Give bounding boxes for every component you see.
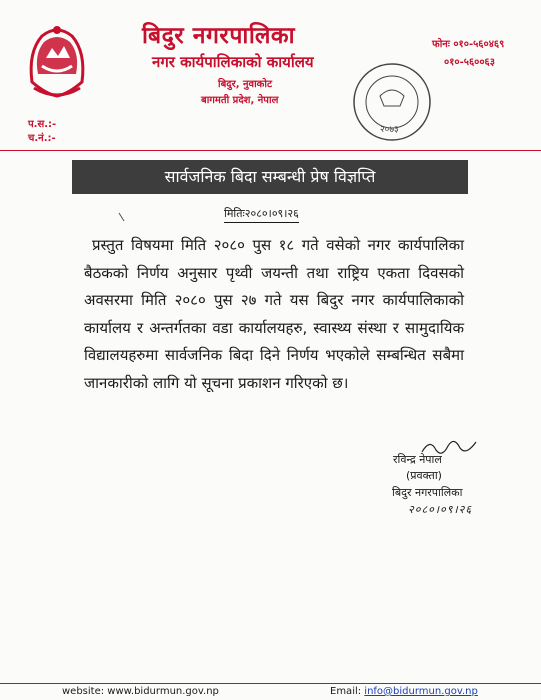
footer-email-label: Email: <box>330 686 365 697</box>
header-divider <box>0 150 541 151</box>
reference-ps: प.स.:- <box>28 119 57 130</box>
stamp-year: २०७३ <box>380 125 399 135</box>
footer-email <box>330 686 478 697</box>
signatory-role: (प्रवक्ता) <box>406 469 442 482</box>
address-line-1: बिदुर, नुवाकोट <box>218 79 272 90</box>
signatory-name: रविन्द्र नेपाल <box>393 453 442 466</box>
office-subtitle: नगर कार्यपालिकाको कार्यालय <box>152 53 314 71</box>
footer-website[interactable]: website: www.bidurmun.gov.np <box>62 686 219 697</box>
nepal-emblem-icon <box>24 22 90 100</box>
footer-divider <box>0 683 541 684</box>
phone-block <box>432 36 504 72</box>
municipality-title: बिदुर नगरपालिका <box>142 23 296 49</box>
reference-cn: च.नं.:- <box>28 133 56 144</box>
notice-body: प्रस्तुत विषयमा मिति २०८० पुस १८ गते वसेको नगर कार्यपालिका बैठकको निर्णय अनुसार पृथ्वी जयन्ती तथा राष्ट्रिय एकता दिवसको अवसरमा मिति २०८० पुस २७ गते यस बिदुर नगर कार्यपालिकाको कार्यालय र अन्तर्गतका वडा कार्यालयहरु, स्वास्थ्य संस्था र सामुदायिक विद्यालयहरुमा सार्वजनिक बिदा दिने निर्णय भएकोले सम्बन्धित सबैमा जानकारीको लागि यो सूचना प्रकाशन गरिएको छ। <box>84 236 464 392</box>
phone-primary: फोनः ०१०-५६०४६९ <box>432 39 505 50</box>
address-line-2: बागमती प्रदेश, नेपाल <box>201 95 279 106</box>
notice-heading: सार्वजनिक बिदा सम्बन्धी प्रेष विज्ञप्ति <box>72 160 468 194</box>
notice-date: मितिः२०८०।०९।२६ <box>224 206 299 223</box>
signatory-org: बिदुर नगरपालिका <box>392 486 463 499</box>
signature-date: २०८०।०९।२६ <box>408 503 473 516</box>
pen-mark-icon <box>118 212 126 222</box>
phone-secondary: ०१०-५६००६३ <box>444 57 495 68</box>
email-link[interactable]: info@bidurmun.gov.np <box>364 686 478 697</box>
